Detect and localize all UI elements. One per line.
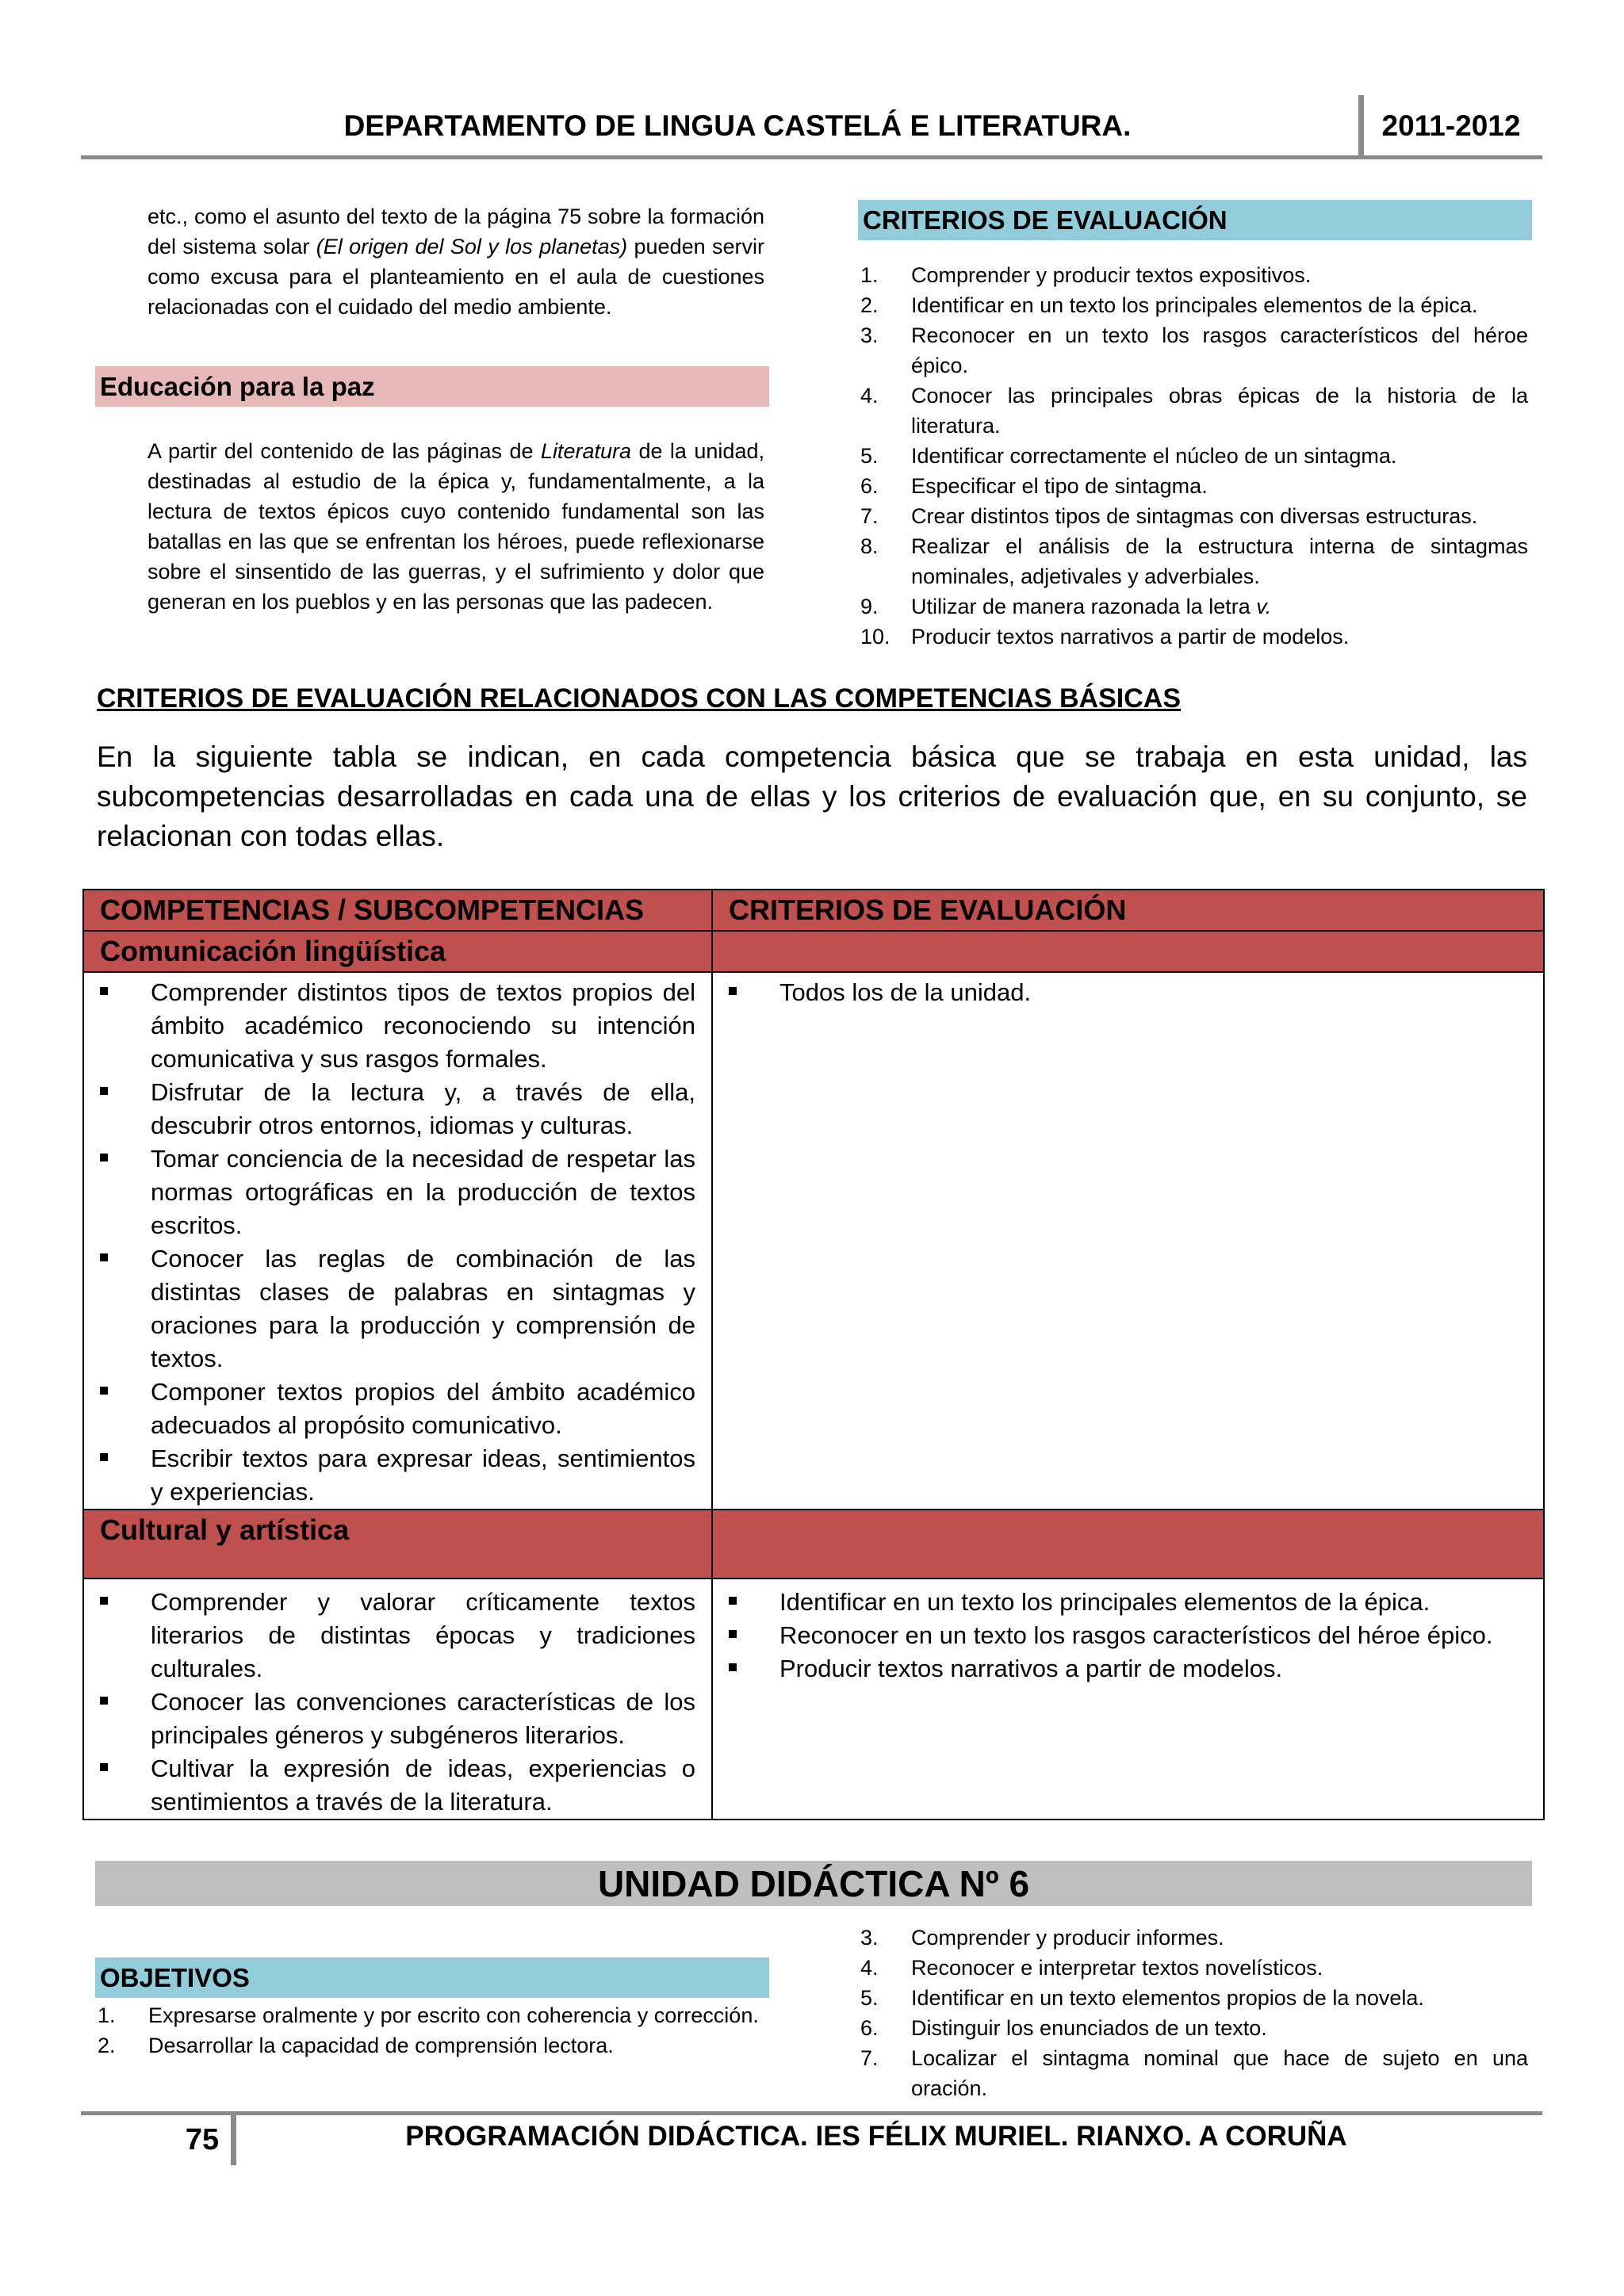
col-header-competencias: COMPETENCIAS / SUBCOMPETENCIAS (83, 890, 712, 931)
item-number: 6. (860, 474, 879, 498)
criterios-cell (712, 972, 1544, 1510)
square-bullet-icon (100, 987, 108, 995)
item-number: 5. (860, 444, 879, 468)
item-number: 10. (860, 625, 891, 649)
list-item (729, 1586, 1527, 1619)
list-item (98, 2000, 764, 2030)
list-item (98, 2030, 764, 2061)
criterios-list (729, 976, 1527, 1009)
table-row (83, 972, 1544, 1510)
group-row-comunicacion (83, 931, 1544, 972)
peace-text-b: de la unidad, destinadas al estudio de la épica y, fundamentalmente, a la lectura de textos épicos cuyo contenido fundamental son las batallas en las que se enfrentan los héroes, puede reflexionarse sobre el sinsentido de las guerras, y el sufrimiento y dolor que generan en los pueblos y en las personas que las padecen. (147, 439, 764, 614)
list-item (100, 1376, 695, 1442)
item-text: Reconocer en un texto los rasgos característicos del héroe épico. (911, 323, 1528, 377)
item-text: Expresarse oralmente y por escrito con coherencia y corrección. (148, 2003, 759, 2027)
objectives-list-right (860, 1923, 1528, 2103)
square-bullet-icon (100, 1697, 108, 1705)
competencias-table (82, 889, 1545, 1820)
square-bullet-icon (729, 1663, 737, 1671)
item-text: Distinguir los enunciados de un texto. (911, 2016, 1267, 2040)
list-item (100, 1442, 695, 1509)
header-separator (1358, 95, 1364, 159)
list-item (860, 501, 1528, 531)
list-item (860, 622, 1528, 652)
subcompetencias-list (100, 1586, 695, 1819)
list-item (100, 1076, 695, 1142)
item-text: Todos los de la unidad. (779, 978, 1032, 1006)
group-name: Comunicación lingüística (83, 931, 712, 972)
item-text: Identificar en un texto los principales elementos de la épica. (911, 293, 1478, 317)
item-text: Crear distintos tipos de sintagmas con diversas estructuras. (911, 504, 1478, 528)
criterios-cell (712, 1578, 1544, 1820)
list-item (100, 976, 695, 1076)
header-year: 2011-2012 (1381, 109, 1521, 142)
list-item (860, 320, 1528, 381)
competencias-intro: En la siguiente tabla se indican, en cada competencia básica que se trabaja en esta unidad, las subcompetencias desarrolladas en cada una de ellas y los criterios de evaluación que, en su conjunto, se relacionan con todas ellas. (97, 740, 1527, 852)
list-item (860, 290, 1528, 320)
environment-text-italic: (El origen del Sol y los planetas) (316, 235, 628, 258)
item-text: Disfrutar de la lectura y, a través de ella, descubrir otros entornos, idiomas y culturas. (151, 1078, 695, 1139)
footer-rule (81, 2111, 1542, 2115)
item-number: 8. (860, 534, 879, 558)
list-item (860, 1923, 1528, 1953)
item-number: 1. (860, 263, 879, 287)
item-number: 9. (860, 595, 879, 618)
item-text: Comprender y producir informes. (911, 1926, 1224, 1950)
group-empty-cell (712, 1510, 1544, 1578)
peace-heading: Educación para la paz (95, 366, 769, 407)
item-text: Identificar correctamente el núcleo de un sintagma. (911, 444, 1397, 468)
item-text: Producir textos narrativos a partir de modelos. (779, 1655, 1283, 1682)
criteria-heading: CRITERIOS DE EVALUACIÓN (858, 200, 1532, 240)
item-text: Conocer las convenciones características de los principales géneros y subgéneros literarios. (151, 1688, 695, 1749)
environment-text-a: etc., como el asunto del texto de la página 75 sobre la formación del sistema solar (147, 205, 764, 258)
criterios-list (729, 1586, 1527, 1686)
list-item (860, 471, 1528, 501)
item-text: Especificar el tipo de sintagma. (911, 474, 1208, 498)
square-bullet-icon (100, 1387, 108, 1395)
unit-title: UNIDAD DIDÁCTICA Nº 6 (95, 1861, 1532, 1906)
environment-text (147, 201, 764, 322)
list-item (860, 2043, 1528, 2103)
col-header-criterios: CRITERIOS DE EVALUACIÓN (712, 890, 1544, 931)
item-text: Utilizar de manera razonada la letra (911, 595, 1257, 618)
item-number: 7. (860, 504, 879, 528)
item-text-italic: v. (1256, 595, 1272, 618)
group-row-cultural (83, 1510, 1544, 1578)
item-text: Identificar en un texto elementos propios de la novela. (911, 1986, 1424, 2010)
square-bullet-icon (100, 1763, 108, 1771)
environment-text-b: pueden servir como excusa para el planteamiento en el aula de cuestiones relacionadas con el cuidado del medio ambiente. (147, 235, 764, 319)
list-item (729, 1619, 1527, 1652)
list-item (729, 1652, 1527, 1686)
list-item (860, 260, 1528, 290)
item-number: 2. (98, 2034, 116, 2057)
group-empty-cell (712, 931, 1544, 972)
table-row (83, 1578, 1544, 1820)
square-bullet-icon (100, 1453, 108, 1461)
item-text: Desarrollar la capacidad de comprensión lectora. (148, 2034, 614, 2057)
header-title: DEPARTAMENTO DE LINGUA CASTELÁ E LITERATURA. (343, 109, 1132, 142)
objectives-list-left (98, 2000, 764, 2061)
item-text: Producir textos narrativos a partir de modelos. (911, 625, 1350, 649)
item-text: Identificar en un texto los principales elementos de la épica. (779, 1588, 1431, 1616)
peace-text (147, 436, 764, 617)
item-text: Reconocer e interpretar textos novelísticos. (911, 1956, 1323, 1980)
subcompetencias-cell (83, 972, 712, 1510)
list-item (860, 591, 1528, 622)
competencias-heading: CRITERIOS DE EVALUACIÓN RELACIONADOS CON LAS COMPETENCIAS BÁSICAS (97, 683, 1182, 714)
square-bullet-icon (100, 1253, 108, 1261)
item-number: 4. (860, 1956, 879, 1980)
square-bullet-icon (729, 1597, 737, 1605)
criteria-list (860, 260, 1528, 652)
item-number: 5. (860, 1986, 879, 2010)
group-name: Cultural y artística (83, 1510, 712, 1578)
item-text: Realizar el análisis de la estructura interna de sintagmas nominales, adjetivales y adverbiales. (911, 534, 1528, 588)
peace-text-italic: Literatura (540, 439, 631, 463)
item-text: Localizar el sintagma nominal que hace de sujeto en una oración. (911, 2046, 1528, 2100)
square-bullet-icon (100, 1087, 108, 1095)
item-text: Cultivar la expresión de ideas, experiencias o sentimientos a través de la literatura. (151, 1755, 695, 1816)
table-header-row (83, 890, 1544, 931)
page-number: 75 (185, 2123, 220, 2156)
square-bullet-icon (729, 987, 737, 995)
item-number: 4. (860, 384, 879, 408)
item-number: 6. (860, 2016, 879, 2040)
list-item (100, 1242, 695, 1376)
list-item (729, 976, 1527, 1009)
header-rule (81, 155, 1542, 159)
item-number: 7. (860, 2046, 879, 2070)
item-text: Comprender y producir textos expositivos. (911, 263, 1312, 287)
footer-text: PROGRAMACIÓN DIDÁCTICA. IES FÉLIX MURIEL. RIANXO. A CORUÑA (405, 2121, 1347, 2152)
square-bullet-icon (100, 1597, 108, 1605)
item-text: Componer textos propios del ámbito académico adecuados al propósito comunicativo. (151, 1378, 695, 1439)
list-item (860, 1953, 1528, 1983)
item-number: 1. (98, 2003, 116, 2027)
list-item (860, 1983, 1528, 2013)
square-bullet-icon (729, 1630, 737, 1638)
item-number: 2. (860, 293, 879, 317)
list-item (860, 381, 1528, 441)
item-text: Reconocer en un texto los rasgos característicos del héroe épico. (779, 1621, 1493, 1649)
item-number: 3. (860, 323, 879, 347)
item-text: Conocer las principales obras épicas de la historia de la literatura. (911, 384, 1528, 438)
item-number: 3. (860, 1926, 879, 1950)
subcompetencias-list (100, 976, 695, 1509)
item-text: Tomar conciencia de la necesidad de respetar las normas ortográficas en la producción de textos escritos. (151, 1145, 695, 1239)
list-item (100, 1752, 695, 1819)
list-item (100, 1142, 695, 1242)
list-item (100, 1686, 695, 1752)
peace-text-a: A partir del contenido de las páginas de (147, 439, 541, 463)
list-item (100, 1586, 695, 1686)
item-text: Comprender y valorar críticamente textos literarios de distintas épocas y tradiciones culturales. (151, 1588, 695, 1682)
item-text: Conocer las reglas de combinación de las distintas clases de palabras en sintagmas y oraciones para la producción y comprensión de textos. (151, 1245, 695, 1372)
item-text: Comprender distintos tipos de textos propios del ámbito académico reconociendo su intención comunicativa y sus rasgos formales. (151, 978, 695, 1073)
item-text: Escribir textos para expresar ideas, sentimientos y experiencias. (151, 1445, 695, 1506)
objectives-heading: OBJETIVOS (95, 1957, 769, 1998)
subcompetencias-cell (83, 1578, 712, 1820)
list-item (860, 531, 1528, 591)
square-bullet-icon (100, 1154, 108, 1161)
list-item (860, 441, 1528, 471)
list-item (860, 2013, 1528, 2043)
